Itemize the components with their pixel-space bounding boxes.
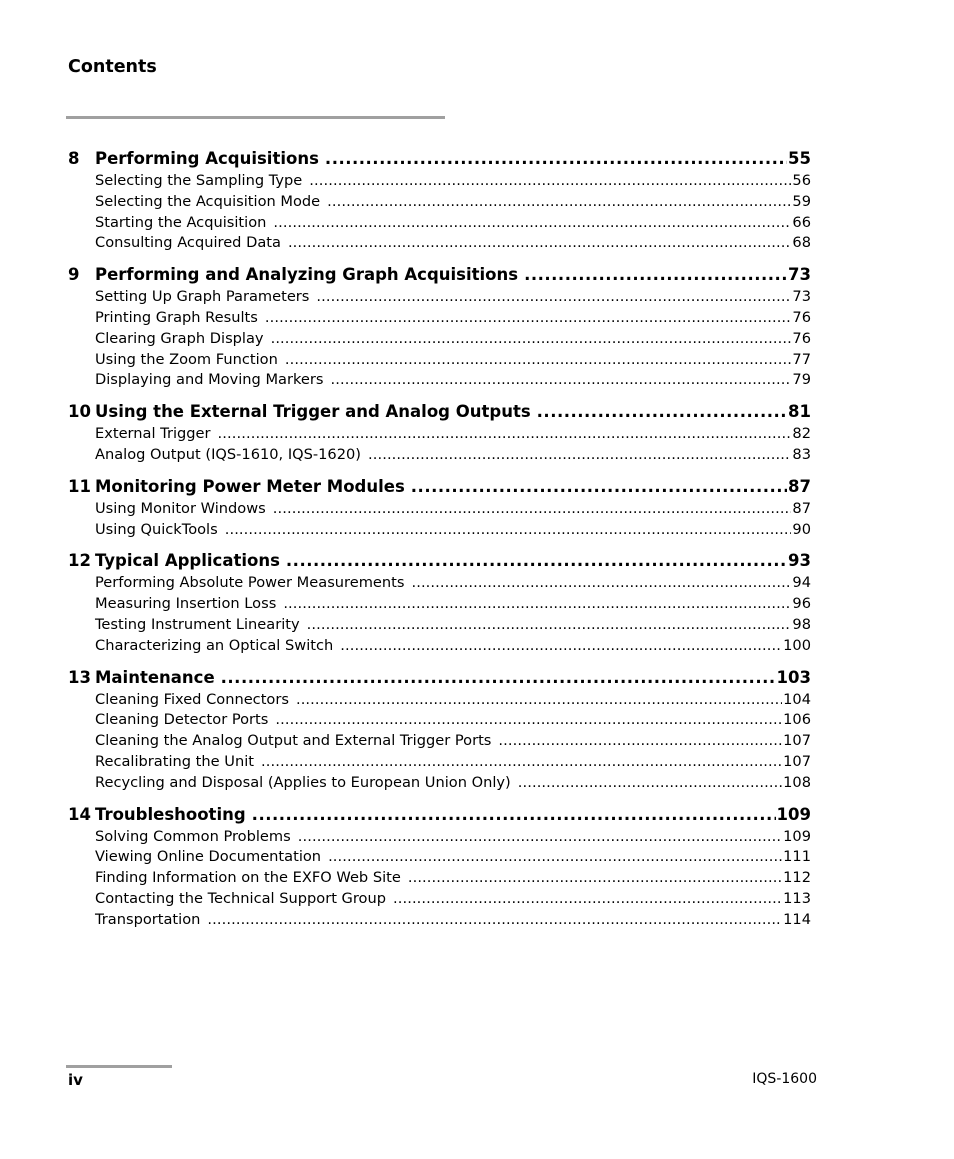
toc-section-entry[interactable] (68, 594, 811, 615)
toc-chapter-entry[interactable] (68, 146, 811, 171)
toc-section-entry[interactable] (68, 773, 811, 794)
chapter-title: Performing Acquisitions (95, 149, 319, 168)
section-title: Performing Absolute Power Measurements (95, 574, 405, 592)
toc-section-entry[interactable] (68, 287, 811, 308)
section-title: Recalibrating the Unit (95, 752, 254, 770)
section-title: Using QuickTools (95, 520, 218, 538)
section-page-number: 109 (783, 827, 811, 845)
toc-section-entry[interactable] (68, 710, 811, 731)
section-title: Transportation (95, 910, 201, 928)
toc-chapter-entry[interactable] (68, 399, 811, 424)
dot-leader (393, 889, 782, 910)
toc-chapter (68, 262, 811, 391)
dot-leader (309, 171, 791, 192)
section-page-number: 59 (792, 192, 811, 210)
section-title: Using the Zoom Function (95, 350, 278, 368)
toc-chapter-entry[interactable] (68, 474, 811, 499)
toc-section-entry[interactable] (68, 445, 811, 466)
chapter-number: 11 (68, 476, 91, 496)
toc-chapter-entry[interactable] (68, 665, 811, 690)
section-page-number: 112 (783, 869, 811, 887)
chapter-title: Using the External Trigger and Analog Outputs (95, 402, 531, 422)
section-page-number: 94 (792, 574, 811, 592)
chapter-number: 10 (68, 402, 91, 422)
section-page-number: 113 (783, 889, 811, 907)
toc-chapter-entry[interactable] (68, 802, 811, 827)
dot-leader (218, 424, 792, 445)
toc-chapter (68, 665, 811, 794)
table-of-contents (68, 146, 811, 939)
section-title: Viewing Online Documentation (95, 848, 322, 866)
dot-leader (368, 445, 791, 466)
toc-section-entry[interactable] (68, 573, 811, 594)
chapter-number: 12 (68, 551, 91, 571)
toc-section-entry[interactable] (68, 329, 811, 350)
section-page-number: 90 (792, 520, 811, 538)
chapter-number: 9 (68, 265, 80, 285)
chapter-title: Performing and Analyzing Graph Acquisitions (95, 265, 519, 285)
dot-leader (327, 192, 791, 213)
dot-leader (411, 573, 791, 594)
section-title: Printing Graph Results (95, 308, 258, 326)
dot-leader (252, 802, 776, 827)
toc-section-entry[interactable] (68, 520, 811, 541)
dot-leader (285, 350, 792, 371)
dot-leader (273, 213, 791, 234)
toc-section-entry[interactable] (68, 308, 811, 329)
section-page-number: 68 (792, 234, 811, 252)
toc-section-entry[interactable] (68, 499, 811, 520)
section-page-number: 111 (783, 848, 811, 866)
dot-leader (340, 636, 782, 657)
dot-leader (265, 308, 792, 329)
section-page-number: 114 (783, 910, 811, 928)
chapter-page-number: 87 (788, 476, 811, 496)
toc-chapter (68, 474, 811, 541)
section-title: Displaying and Moving Markers (95, 371, 324, 389)
section-title: Cleaning the Analog Output and External Trigger Ports (95, 732, 492, 750)
dot-leader (296, 690, 782, 711)
section-title: Finding Information on the EXFO Web Site (95, 869, 401, 887)
chapter-page-number: 93 (788, 551, 811, 571)
section-title: Consulting Acquired Data (95, 234, 281, 252)
toc-section-entry[interactable] (68, 424, 811, 445)
section-page-number: 76 (792, 329, 811, 347)
dot-leader (524, 262, 787, 287)
chapter-page-number: 103 (776, 667, 811, 687)
section-page-number: 82 (792, 425, 811, 443)
toc-section-entry[interactable] (68, 233, 811, 254)
section-page-number: 66 (792, 213, 811, 231)
section-page-number: 83 (792, 445, 811, 463)
dot-leader (328, 847, 782, 868)
dot-leader (325, 146, 787, 171)
dot-leader (283, 594, 791, 615)
toc-section-entry[interactable] (68, 910, 811, 931)
header-rule (66, 116, 445, 119)
toc-chapter (68, 146, 811, 254)
chapter-page-number: 109 (776, 804, 811, 824)
toc-chapter (68, 548, 811, 656)
section-page-number: 77 (792, 350, 811, 368)
toc-section-entry[interactable] (68, 690, 811, 711)
toc-chapter (68, 399, 811, 466)
footer-document-name: IQS-1600 (752, 1071, 817, 1087)
dot-leader (408, 868, 782, 889)
toc-chapter (68, 802, 811, 931)
section-page-number: 79 (792, 371, 811, 389)
section-title: Solving Common Problems (95, 827, 291, 845)
dot-leader (288, 233, 791, 254)
section-title: Starting the Acquisition (95, 213, 267, 231)
dot-leader (331, 370, 792, 391)
chapter-number: 8 (68, 149, 80, 168)
toc-section-entry[interactable] (68, 868, 811, 889)
chapter-title: Maintenance (95, 667, 215, 687)
toc-chapter-entry[interactable] (68, 262, 811, 287)
section-page-number: 76 (792, 308, 811, 326)
toc-section-entry[interactable] (68, 847, 811, 868)
section-page-number: 104 (783, 690, 811, 708)
toc-section-entry[interactable] (68, 370, 811, 391)
dot-leader (273, 499, 792, 520)
dot-leader (307, 615, 792, 636)
section-title: Testing Instrument Linearity (95, 615, 300, 633)
dot-leader (316, 287, 791, 308)
section-title: Cleaning Fixed Connectors (95, 690, 289, 708)
section-title: Recycling and Disposal (Applies to European Union Only) (95, 773, 511, 791)
section-title: Analog Output (IQS-1610, IQS-1620) (95, 445, 361, 463)
toc-section-entry[interactable] (68, 636, 811, 657)
dot-leader (518, 773, 782, 794)
section-title: Characterizing an Optical Switch (95, 636, 334, 654)
chapter-page-number: 81 (788, 402, 811, 422)
section-page-number: 87 (792, 499, 811, 517)
chapter-page-number: 73 (788, 265, 811, 285)
toc-section-entry[interactable] (68, 827, 811, 848)
section-title: Setting Up Graph Parameters (95, 288, 310, 306)
section-page-number: 107 (783, 732, 811, 750)
toc-chapter-entry[interactable] (68, 548, 811, 573)
section-page-number: 98 (792, 615, 811, 633)
toc-section-entry[interactable] (68, 350, 811, 371)
dot-leader (298, 827, 782, 848)
chapter-page-number: 55 (788, 149, 811, 168)
section-page-number: 73 (792, 288, 811, 306)
toc-section-entry[interactable] (68, 171, 811, 192)
section-title: Clearing Graph Display (95, 329, 264, 347)
section-title: Using Monitor Windows (95, 499, 266, 517)
dot-leader (286, 548, 787, 573)
chapter-title: Monitoring Power Meter Modules (95, 476, 405, 496)
section-page-number: 108 (783, 773, 811, 791)
chapter-number: 14 (68, 804, 91, 824)
toc-section-entry[interactable] (68, 731, 811, 752)
toc-section-entry[interactable] (68, 213, 811, 234)
section-page-number: 96 (792, 595, 811, 613)
toc-section-entry[interactable] (68, 192, 811, 213)
section-page-number: 100 (783, 636, 811, 654)
section-title: Selecting the Sampling Type (95, 172, 303, 189)
dot-leader (221, 665, 776, 690)
section-title: Selecting the Acquisition Mode (95, 192, 321, 210)
section-title: Measuring Insertion Loss (95, 595, 277, 613)
footer-rule (66, 1065, 172, 1068)
footer-page-number: iv (68, 1071, 83, 1089)
dot-leader (498, 731, 782, 752)
dot-leader (275, 710, 782, 731)
chapter-title: Troubleshooting (95, 804, 246, 824)
toc-section-entry[interactable] (68, 752, 811, 773)
toc-section-entry[interactable] (68, 615, 811, 636)
dot-leader (207, 910, 782, 931)
section-page-number: 106 (783, 711, 811, 729)
dot-leader (225, 520, 792, 541)
section-page-number: 56 (792, 172, 811, 189)
chapter-number: 13 (68, 667, 91, 687)
section-title: External Trigger (95, 425, 211, 443)
dot-leader (261, 752, 782, 773)
section-title: Cleaning Detector Ports (95, 711, 269, 729)
chapter-title: Typical Applications (95, 551, 280, 571)
section-title: Contacting the Technical Support Group (95, 889, 386, 907)
dot-leader (537, 399, 787, 424)
page-title: Contents (68, 57, 157, 77)
section-page-number: 107 (783, 752, 811, 770)
dot-leader (271, 329, 792, 350)
toc-section-entry[interactable] (68, 889, 811, 910)
dot-leader (411, 474, 787, 499)
